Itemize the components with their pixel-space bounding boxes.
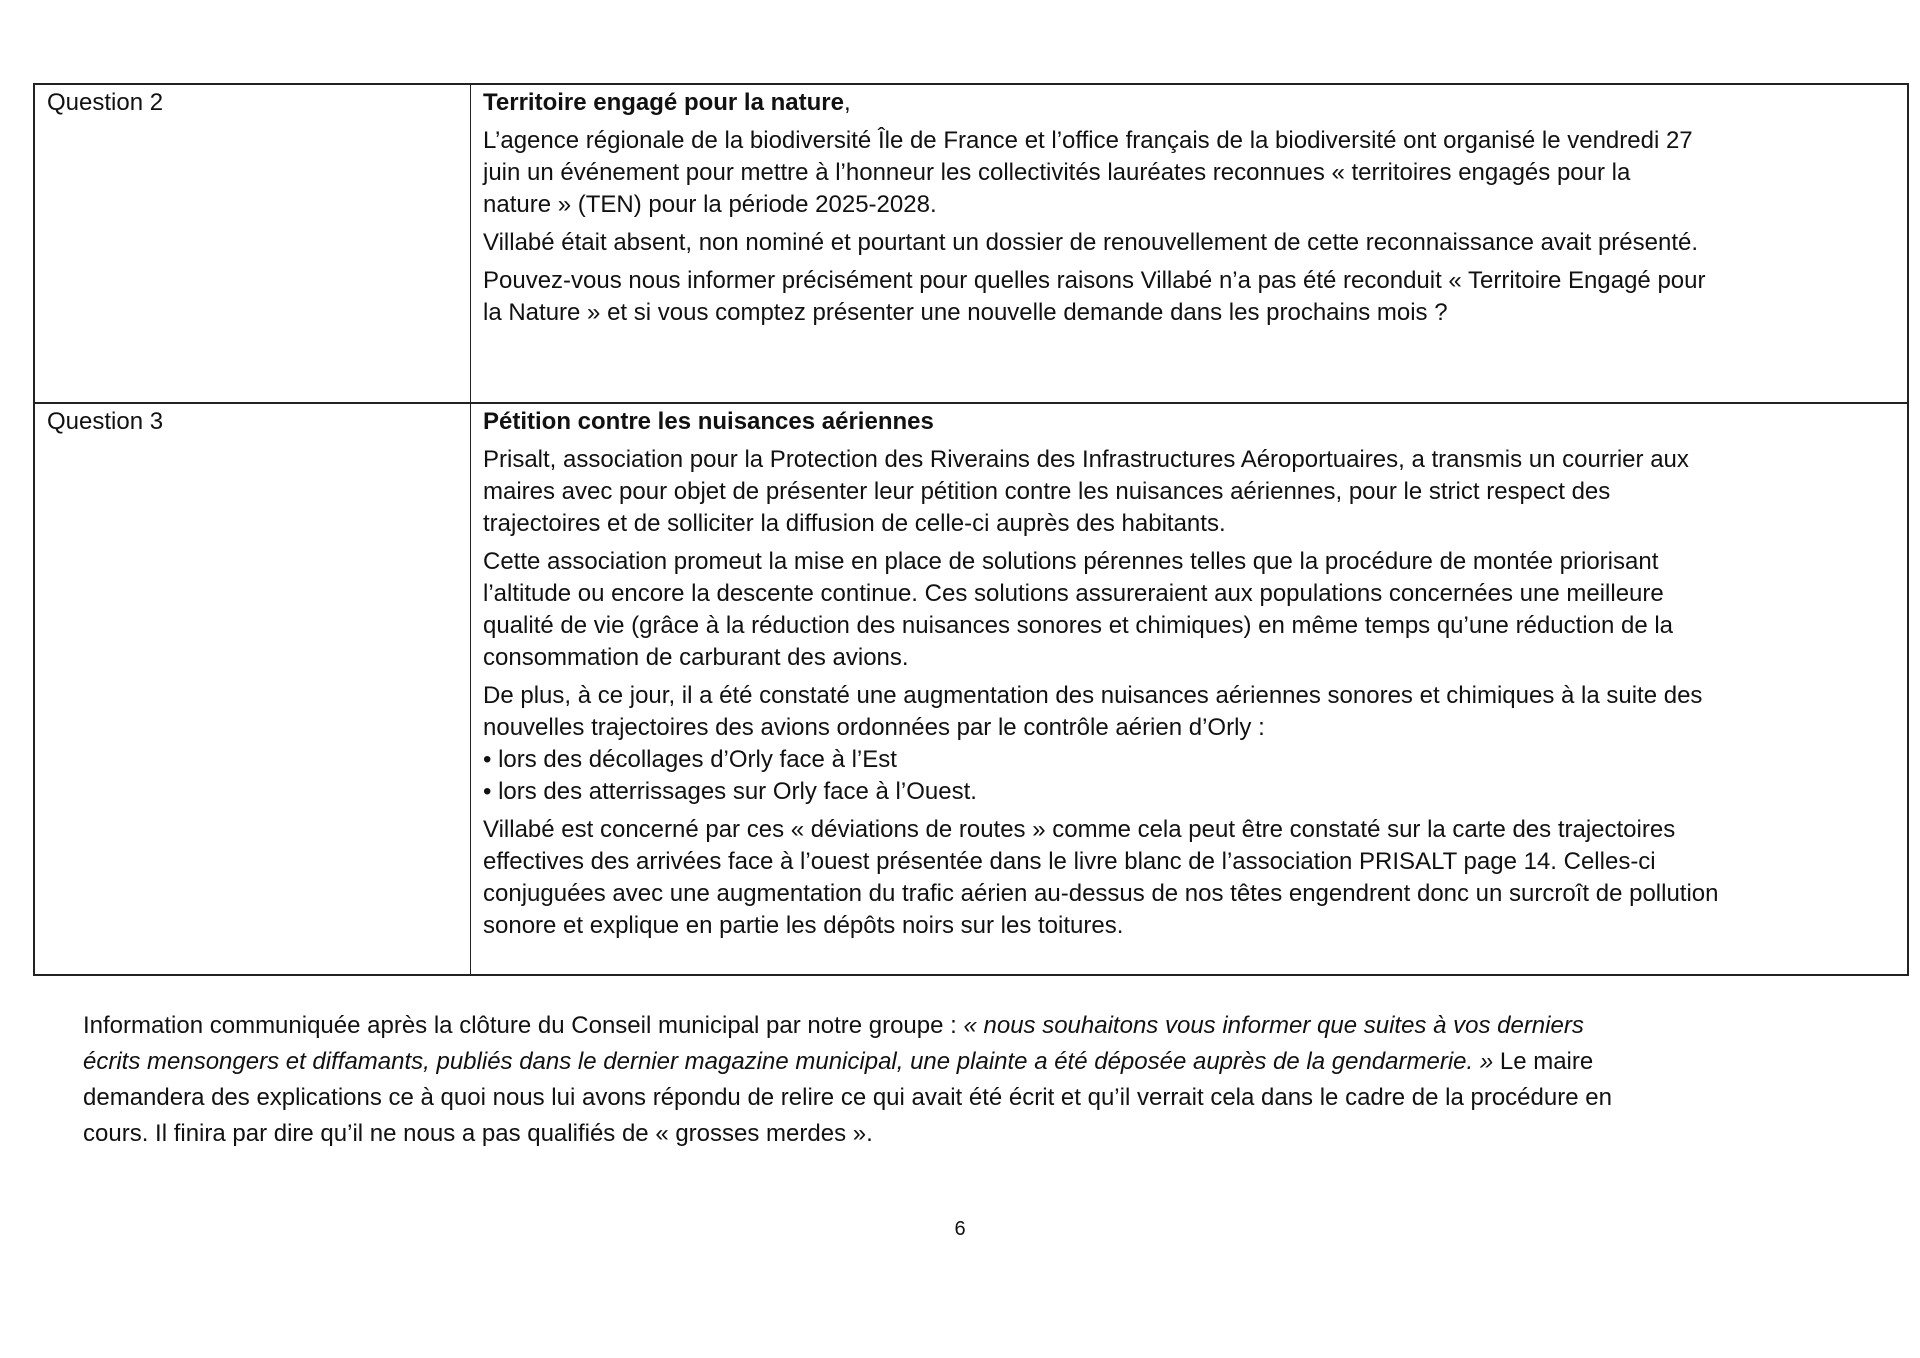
- paragraph: [483, 125, 1895, 221]
- table-row: [35, 404, 1907, 974]
- text-line: sonore et explique en partie les dépôts noirs sur les toitures.: [483, 912, 1124, 939]
- footer-text: Le maire: [1493, 1048, 1594, 1075]
- table-row: [35, 85, 1907, 404]
- text-line: l’altitude ou encore la descente continue. Ces solutions assureraient aux populations concernées une meilleure: [483, 580, 1664, 607]
- question-label: Question 2: [35, 85, 471, 402]
- footer-quote: écrits mensongers et diffamants, publiés dans le dernier magazine municipal, une plainte a été déposée auprès de la gendarmerie. »: [83, 1048, 1494, 1075]
- page-number: 6: [954, 1218, 966, 1240]
- bullet-item: • lors des décollages d’Orly face à l’Est: [483, 746, 897, 773]
- text-line: De plus, à ce jour, il a été constaté une augmentation des nuisances aériennes sonores et chimiques à la suite des: [483, 682, 1703, 709]
- paragraph: [483, 814, 1895, 942]
- text-line: juin un événement pour mettre à l’honneur les collectivités lauréates reconnues « territoires engagés pour la: [483, 159, 1631, 186]
- footer-text: Information communiquée après la clôture du Conseil municipal par notre groupe :: [83, 1012, 964, 1039]
- text-line: conjuguées avec une augmentation du trafic aérien au-dessus de nos têtes engendrent donc un surcroît de pollution: [483, 880, 1719, 907]
- question-title: Territoire engagé pour la nature: [483, 89, 844, 116]
- footer-text: demandera des explications ce à quoi nous lui avons répondu de relire ce qui avait été écrit et qu’il verrait cela dans le cadre de la procédure en: [83, 1084, 1612, 1111]
- text-line: maires avec pour objet de présenter leur pétition contre les nuisances aériennes, pour le strict respect des: [483, 478, 1611, 505]
- questions-table: [33, 83, 1909, 976]
- text-line: qualité de vie (grâce à la réduction des nuisances sonores et chimiques) en même temps qu’une réduction de la: [483, 612, 1674, 639]
- footer-quote: « nous souhaitons vous informer que suites à vos derniers: [963, 1012, 1584, 1039]
- footer-note: [83, 1008, 1883, 1152]
- title-suffix: ,: [843, 89, 851, 116]
- question-label: Question 3: [35, 404, 471, 974]
- text-line: Cette association promeut la mise en place de solutions pérennes telles que la procédure de montée priorisant: [483, 548, 1659, 575]
- bullet-item: • lors des atterrissages sur Orly face à l’Ouest.: [483, 778, 977, 805]
- text-line: Prisalt, association pour la Protection des Riverains des Infrastructures Aéroportuaires, a transmis un courrier aux: [483, 446, 1689, 473]
- paragraph: [483, 265, 1895, 329]
- paragraph: [483, 546, 1895, 674]
- text-line: trajectoires et de solliciter la diffusion de celle-ci auprès des habitants.: [483, 510, 1226, 537]
- text-line: Pouvez-vous nous informer précisément pour quelles raisons Villabé n’a pas été reconduit « Territoire Engagé pour: [483, 267, 1706, 294]
- text-line: nature » (TEN) pour la période 2025-2028.: [483, 191, 937, 218]
- question-title: Pétition contre les nuisances aériennes: [483, 408, 934, 435]
- text-line: L’agence régionale de la biodiversité Île de France et l’office français de la biodiversité ont organisé le vendredi 27: [483, 127, 1693, 154]
- paragraph: [483, 444, 1895, 540]
- question-content: [471, 85, 1907, 402]
- footer-text: cours. Il finira par dire qu’il ne nous a pas qualifiés de « grosses merdes ».: [83, 1120, 873, 1147]
- text-line: Villabé est concerné par ces « déviations de routes » comme cela peut être constaté sur la carte des trajectoires: [483, 816, 1676, 843]
- paragraph: [483, 227, 1895, 259]
- text-line: Villabé était absent, non nominé et pourtant un dossier de renouvellement de cette reconnaissance avait présenté.: [483, 229, 1699, 256]
- paragraph: [483, 680, 1895, 808]
- text-line: la Nature » et si vous comptez présenter une nouvelle demande dans les prochains mois ?: [483, 299, 1448, 326]
- text-line: effectives des arrivées face à l’ouest présentée dans le livre blanc de l’association PRISALT page 14. Celles-ci: [483, 848, 1656, 875]
- text-line: nouvelles trajectoires des avions ordonnées par le contrôle aérien d’Orly :: [483, 714, 1265, 741]
- question-content: [471, 404, 1907, 974]
- text-line: consommation de carburant des avions.: [483, 644, 909, 671]
